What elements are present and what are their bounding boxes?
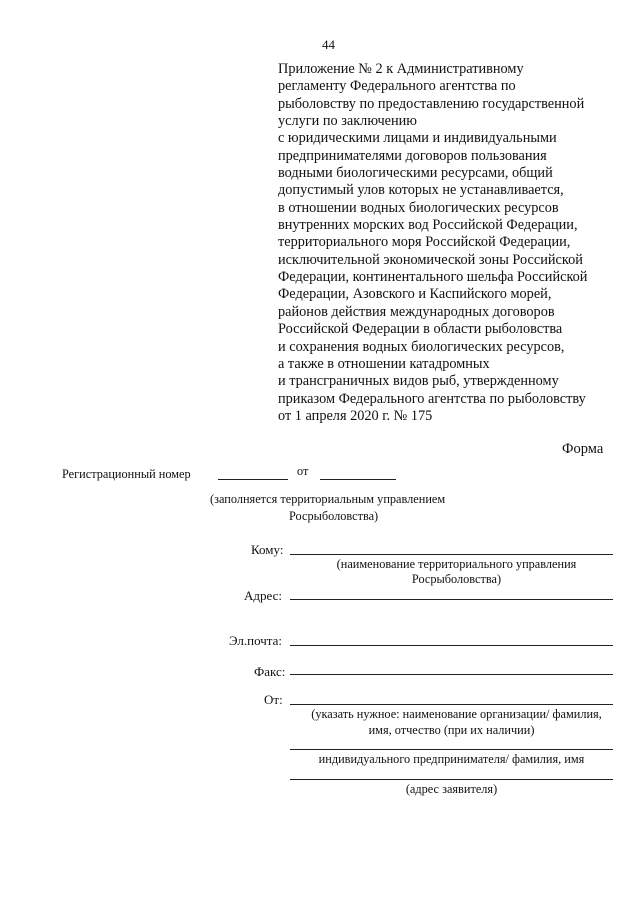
from-caption-line2: имя, отчество (при их наличии) [368, 723, 535, 737]
appendix-line: услуги по заключению [278, 113, 417, 130]
from-field[interactable] [290, 704, 613, 705]
appendix-line: Федерации, континентального шельфа Российской [278, 269, 588, 286]
from-caption-line1: (указать нужное: наименование организации/ фамилия, [311, 707, 602, 721]
appendix-line: Федерации, Азовского и Каспийского морей, [278, 286, 552, 303]
appendix-line: внутренних морских вод Российской Федерации, [278, 217, 578, 234]
appendix-line: и сохранения водных биологических ресурсов, [278, 338, 565, 355]
email-field[interactable] [290, 645, 613, 646]
registration-number-field[interactable] [218, 479, 288, 480]
appendix-line: Приложение № 2 к Административному [278, 61, 524, 77]
appendix-line: регламенту Федерального агентства по [278, 78, 516, 95]
registration-date-field[interactable] [320, 479, 396, 480]
to-field[interactable] [290, 554, 613, 555]
appendix-line: Российской Федерации в области рыболовства [278, 321, 563, 338]
email-label: Эл.почта: [229, 633, 283, 648]
registration-note-line2: Росрыболовства) [289, 509, 379, 523]
address-label: Адрес: [244, 588, 282, 603]
appendix-line: приказом Федерального агентства по рыболовству [278, 390, 586, 407]
appendix-header [278, 61, 628, 425]
appendix-line: от 1 апреля 2020 г. № 175 [278, 407, 433, 424]
to-caption-line1: (наименование территориального управления [336, 557, 577, 571]
appendix-line: исключительной экономической зоны Российской [278, 251, 583, 268]
address-field[interactable] [290, 599, 613, 600]
appendix-line: территориального моря Российской Федерации, [278, 234, 571, 251]
form-label: Форма [562, 441, 604, 457]
appendix-line: предпринимателями договоров пользования [278, 147, 547, 164]
appendix-line: допустимый улов которых не устанавливается, [278, 182, 564, 199]
registration-note-line1: (заполняется территориальным управлением [210, 492, 446, 506]
from-field-2[interactable] [290, 749, 613, 750]
applicant-address-caption: (адрес заявителя) [405, 782, 498, 796]
appendix-line: рыболовству по предоставлению государственной [278, 95, 585, 112]
appendix-line: водными биологическими ресурсами, общий [278, 165, 553, 182]
from-label: От: [264, 692, 283, 707]
registration-from-label: от [297, 464, 309, 478]
appendix-line: а также в отношении катадромных [278, 355, 490, 372]
from-caption-line3: индивидуального предпринимателя/ фамилия, имя [318, 752, 585, 766]
appendix-line: и трансграничных видов рыб, утвержденному [278, 373, 559, 390]
appendix-line: в отношении водных биологических ресурсов [278, 199, 559, 216]
to-label: Кому: [251, 542, 284, 557]
to-caption-line2: Росрыболовства) [411, 572, 502, 586]
registration-label: Регистрационный номер [62, 467, 191, 481]
applicant-address-field[interactable] [290, 779, 613, 780]
appendix-line: районов действия международных договоров [278, 303, 555, 320]
fax-label: Факс: [254, 664, 286, 679]
fax-field[interactable] [290, 674, 613, 675]
page-number: 44 [322, 37, 335, 52]
appendix-line: с юридическими лицами и индивидуальными [278, 130, 557, 147]
